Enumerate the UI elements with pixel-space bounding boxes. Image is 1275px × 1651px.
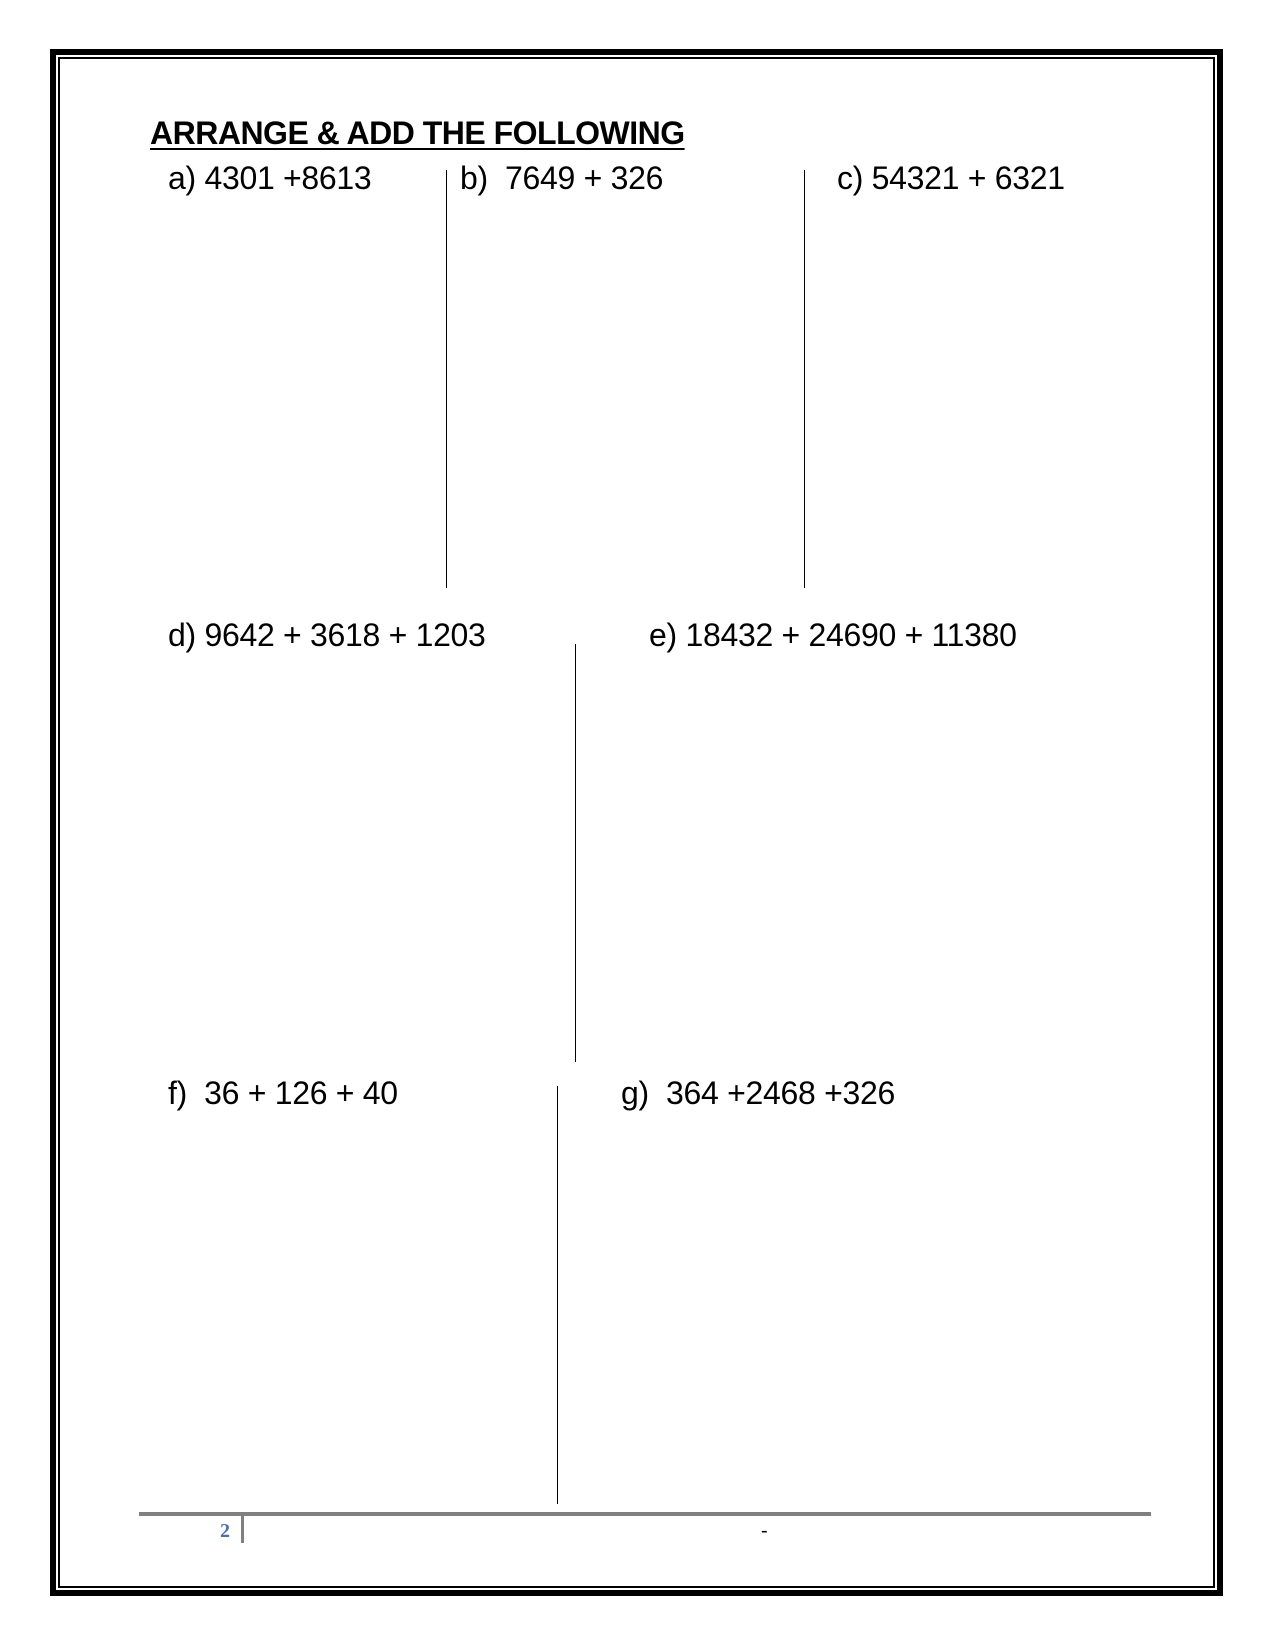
problem-c-label: c) (837, 160, 864, 196)
problem-a (168, 160, 371, 197)
worksheet-heading: ARRANGE & ADD THE FOLLOWING (150, 115, 685, 151)
problem-c-expression: 54321 + 6321 (871, 160, 1065, 196)
problem-b-expression: 7649 + 326 (505, 160, 664, 196)
problem-c (837, 160, 1065, 197)
footer-center-text: - (761, 1520, 768, 1542)
problem-b (460, 160, 663, 197)
problem-a-expression: 4301 +8613 (204, 160, 372, 196)
divider-b-c (804, 170, 805, 588)
page-number-separator (241, 1516, 244, 1543)
problem-g-label: g) (621, 1075, 649, 1111)
divider-a-b (446, 170, 447, 588)
problem-a-label: a) (168, 160, 196, 196)
footer-rule (139, 1512, 1151, 1516)
problem-e-expression: 18432 + 24690 + 11380 (685, 617, 1017, 653)
problem-g (621, 1075, 895, 1112)
problem-e (649, 617, 1017, 654)
page-number: 2 (220, 1520, 230, 1542)
problem-d-label: d) (168, 617, 196, 653)
problem-f-expression: 36 + 126 + 40 (204, 1075, 398, 1111)
divider-d-e (575, 644, 576, 1062)
problem-g-expression: 364 +2468 +326 (666, 1075, 895, 1111)
problem-d (168, 617, 486, 654)
divider-f-g (557, 1086, 558, 1504)
problem-b-label: b) (460, 160, 488, 196)
problem-f-label: f) (168, 1075, 187, 1111)
problem-e-label: e) (649, 617, 677, 653)
page-inner-border (58, 57, 1215, 1588)
problem-f (168, 1075, 398, 1112)
problem-d-expression: 9642 + 3618 + 1203 (204, 617, 486, 653)
